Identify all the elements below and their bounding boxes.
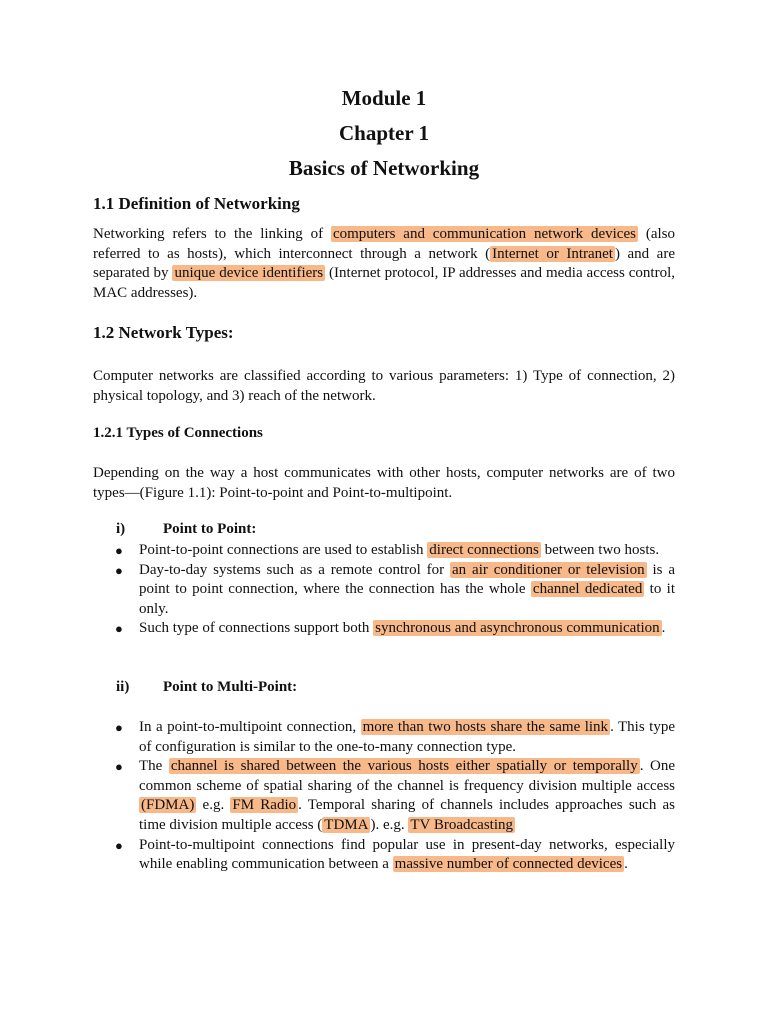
text-run: The (139, 758, 169, 775)
point-to-point-list (93, 541, 675, 639)
module-title: Module 1 (341, 86, 427, 110)
text-run: Point-to-multipoint connections find popular use in present-day networks, especially while enabling communication between a (139, 836, 675, 873)
text-run: between two hosts. (540, 542, 660, 558)
bullet-icon: ● (115, 621, 123, 637)
highlight: FM Radio (232, 797, 297, 814)
definition-paragraph (93, 225, 675, 303)
section-heading-1-2: 1.2 Network Types: (93, 323, 234, 342)
list-item (93, 718, 675, 757)
list-item (93, 619, 675, 639)
highlight: an air conditioner or television (452, 561, 645, 578)
text-run: (also referred to as hosts), which interconnect through a network ( (93, 226, 675, 262)
highlight: channel dedicated (532, 581, 643, 598)
bullet-icon: ● (115, 759, 123, 775)
text-run: Day-to-day systems such as a remote control for (139, 561, 451, 578)
text-run: . Temporal sharing of channels includes approaches such as time division multiple access ( (139, 797, 676, 833)
text-run: ) and are separated by (93, 245, 675, 282)
highlight: computers and communication network devices (332, 226, 636, 242)
text-run: Point-to-point connections are used to establish (139, 542, 428, 558)
highlight: direct connections (429, 542, 539, 558)
list-item (93, 757, 675, 835)
highlight: massive number of connected devices (394, 856, 623, 873)
text-run: . (624, 856, 628, 873)
list-number: ii) (116, 679, 130, 695)
section-heading-1-2-1: 1.2.1 Types of Connections (93, 425, 263, 441)
text-run: Such type of connections support both (139, 620, 374, 637)
highlight: TDMA (324, 816, 369, 833)
highlight: TV Broadcasting (410, 816, 513, 833)
chapter-title: Chapter 1 (338, 121, 430, 145)
page-title: Basics of Networking (288, 156, 480, 180)
network-types-paragraph: Computer networks are classified according to various parameters: 1) Type of connection, 2) physical topology, and 3) reach of the network. (93, 368, 675, 404)
highlight: synchronous and asynchronous communication (375, 620, 660, 637)
highlight: Internet or Intranet (492, 245, 613, 262)
text-run: . (661, 620, 666, 637)
text-run: (Internet protocol, IP addresses and media access control, MAC addresses). (93, 265, 675, 301)
bullet-icon: ● (115, 720, 123, 735)
text-run: Networking refers to the linking of (93, 226, 331, 242)
bullet-icon: ● (115, 543, 123, 558)
point-to-multipoint-list (93, 718, 675, 875)
highlight: more than two hosts share the same link (362, 719, 609, 735)
text-run: is a point to point connection, where the connection has the whole (139, 561, 675, 598)
text-run: to it only. (139, 581, 675, 617)
text-run: . This type of configuration is similar to the one-to-many connection type. (139, 719, 675, 755)
list-number: i) (116, 521, 126, 537)
list-label: Point to Multi-Point: (163, 679, 298, 695)
bullet-icon: ● (115, 837, 123, 853)
section-heading-1-1: 1.1 Definition of Networking (93, 194, 300, 213)
text-run: ). e.g. (370, 816, 409, 833)
list-item (93, 836, 675, 875)
list-label: Point to Point: (163, 521, 257, 537)
list-item (93, 541, 675, 561)
highlight: channel is shared between the various hosts either spatially or temporally (170, 758, 638, 775)
connections-paragraph: Depending on the way a host communicates with other hosts, computer networks are of two types—(Figure 1.1): Point-to-point and Point-to-multipoint. (93, 465, 675, 501)
text-run: e.g. (196, 797, 231, 814)
text-run: . One common scheme of spatial sharing of the channel is frequency division multiple access (139, 758, 675, 794)
highlight: (FDMA) (141, 797, 195, 814)
highlight: unique device identifiers (174, 265, 324, 282)
point-to-point-heading (116, 521, 675, 538)
bullet-icon: ● (115, 562, 123, 578)
point-to-multipoint-heading (116, 679, 675, 696)
list-item (93, 561, 675, 620)
text-run: In a point-to-multipoint connection, (139, 719, 361, 735)
